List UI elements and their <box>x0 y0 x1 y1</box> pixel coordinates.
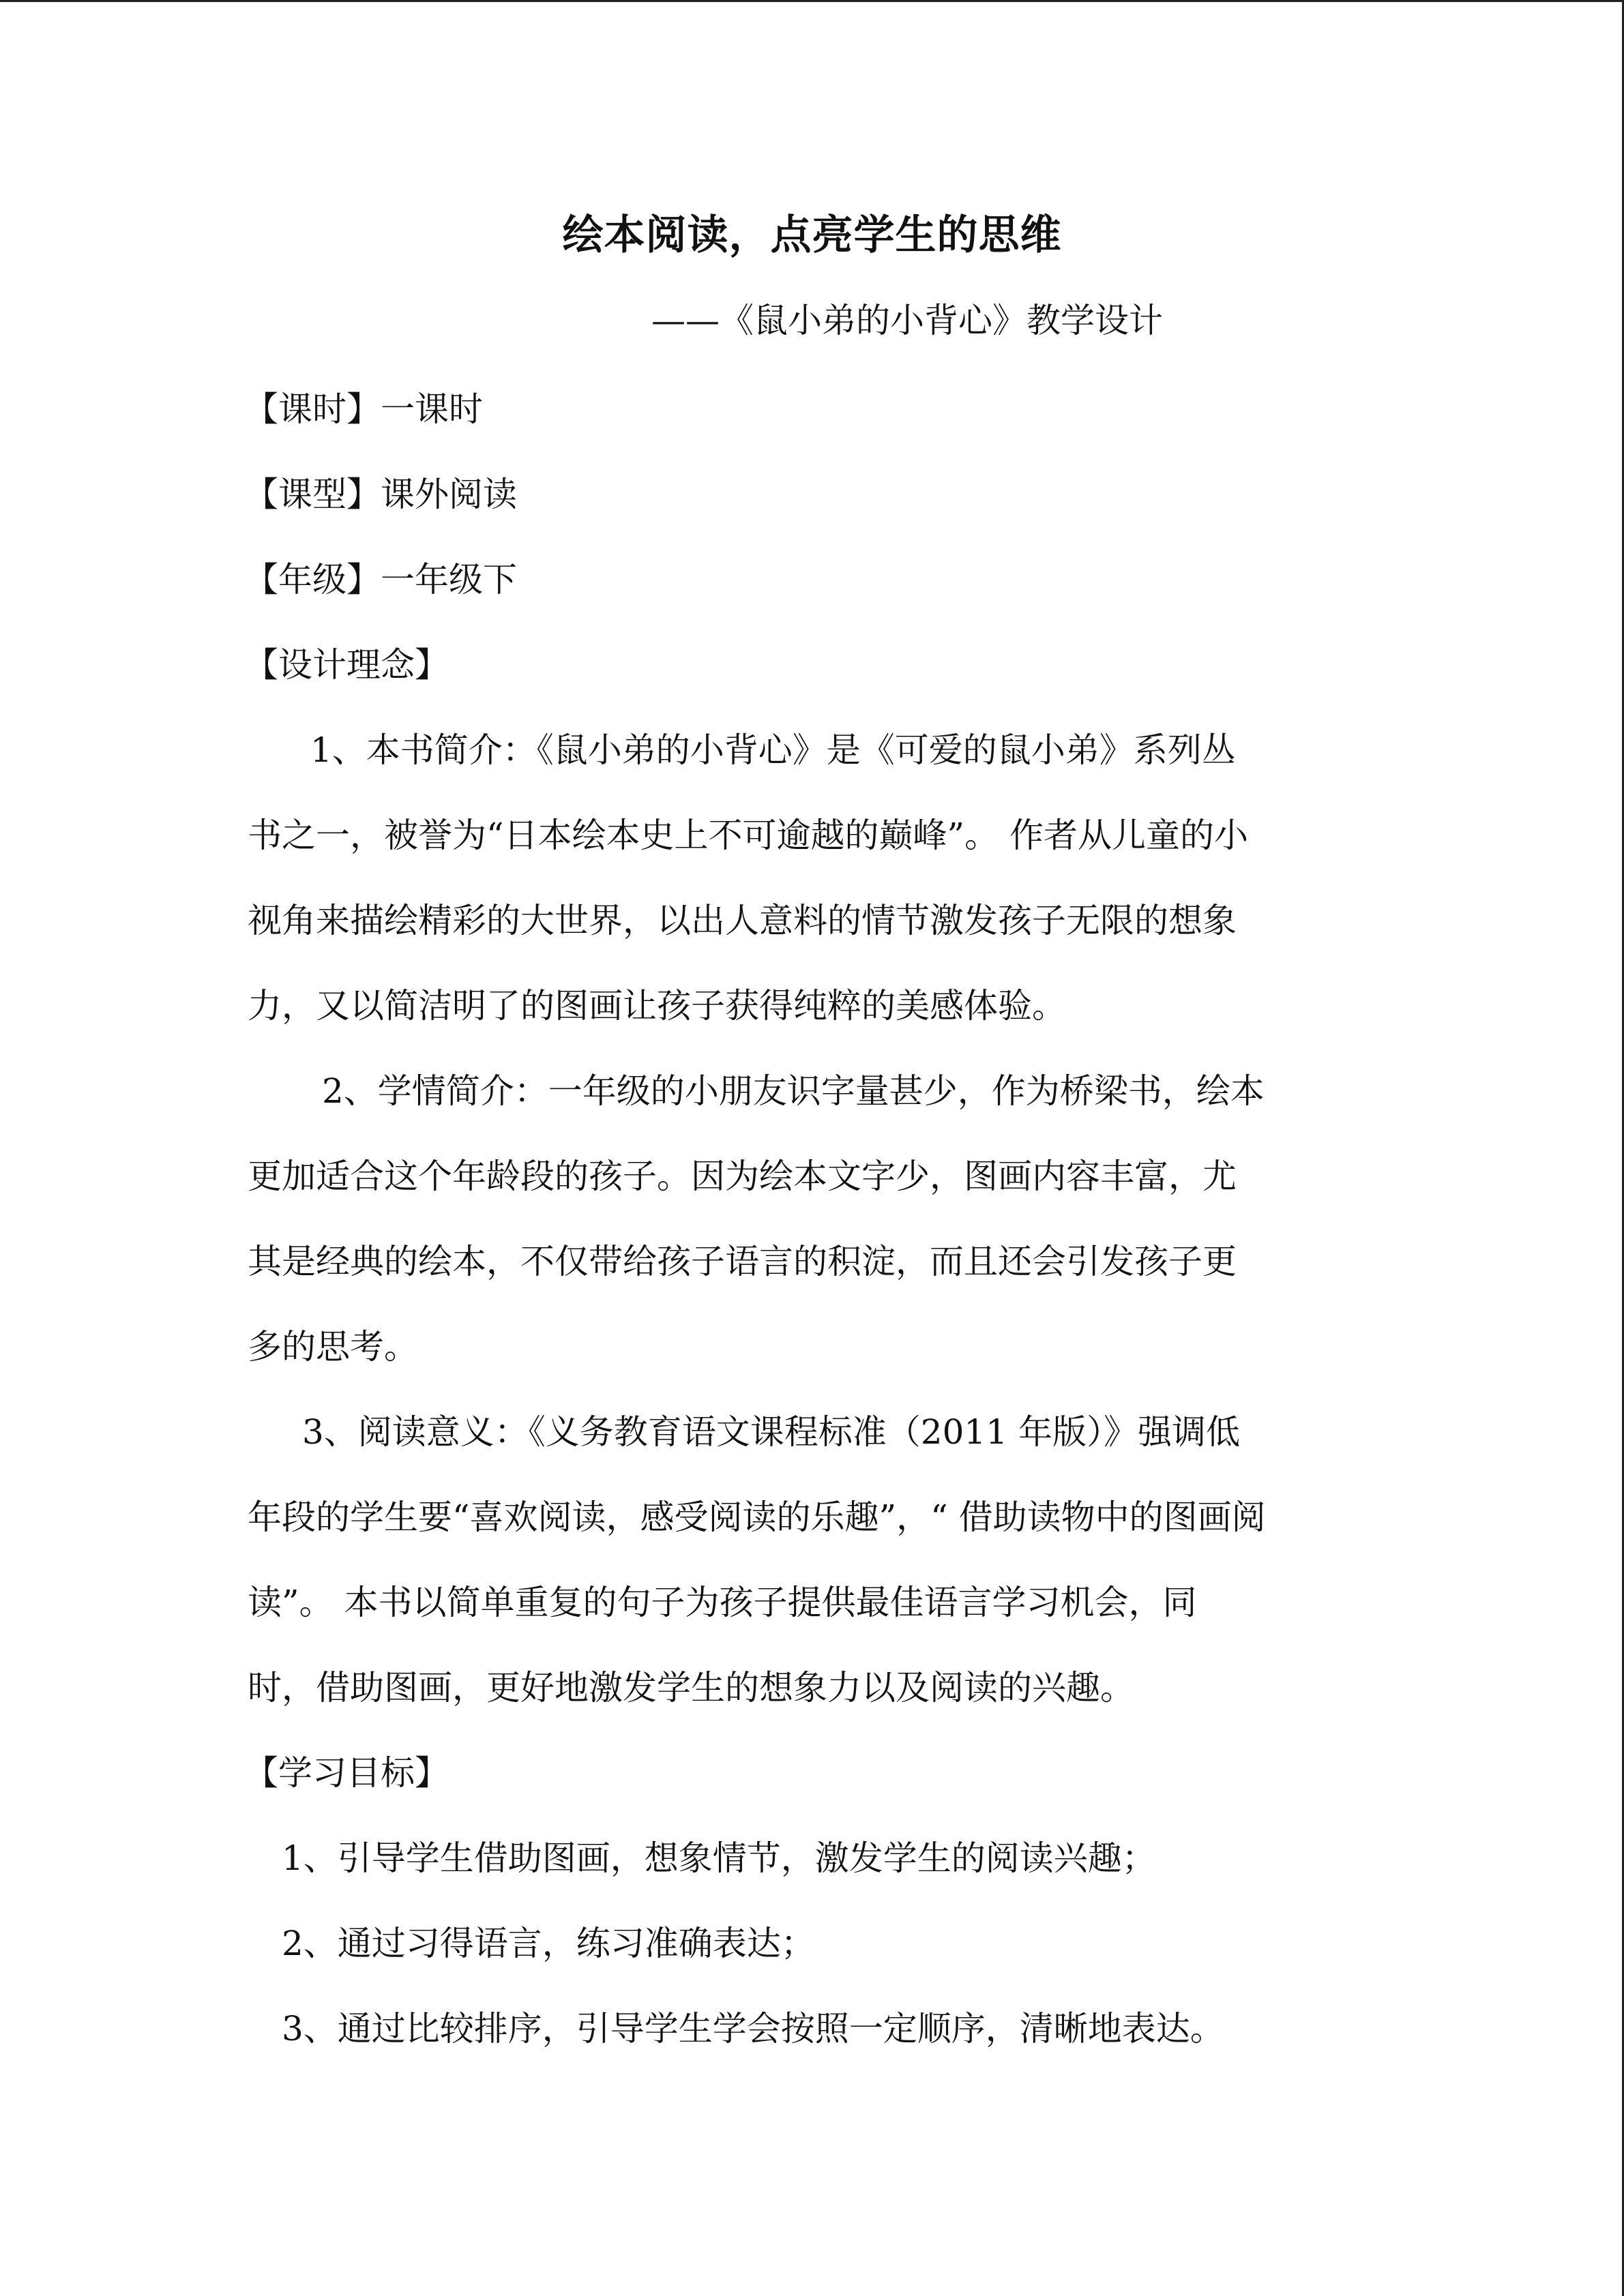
page-border-top <box>0 0 1624 2</box>
section-heading-goals: 【学习目标】 <box>244 1753 449 1793</box>
paragraph-line: 年段的学生要“喜欢阅读，感受阅读的乐趣”，“ 借助读物中的图画阅 <box>248 1497 1266 1537</box>
field-lesson-type: 【课型】课外阅读 <box>244 475 517 514</box>
paragraph-line: 2、学情简介：一年级的小朋友识字量甚少，作为桥梁书，绘本 <box>322 1071 1265 1111</box>
goal-item: 3、通过比较排序，引导学生学会按照一定顺序，清晰地表达。 <box>282 2009 1224 2048</box>
paragraph-line: 3、阅读意义：《义务教育语文课程标准（2011 年版）》强调低 <box>302 1412 1240 1452</box>
field-lesson-hours: 【课时】一课时 <box>244 389 483 429</box>
document-title: 绘本阅读，点亮学生的思维 <box>562 211 1062 259</box>
section-heading-design: 【设计理念】 <box>244 645 449 685</box>
paragraph-line: 力，又以简洁明了的图画让孩子获得纯粹的美感体验。 <box>248 986 1066 1026</box>
document-subtitle: ——《鼠小弟的小背心》教学设计 <box>651 301 1163 340</box>
paragraph-line: 更加适合这个年龄段的孩子。因为绘本文字少，图画内容丰富，尤 <box>248 1157 1237 1196</box>
paragraph-line: 其是经典的绘本，不仅带给孩子语言的积淀，而且还会引发孩子更 <box>248 1242 1237 1281</box>
goal-item: 1、引导学生借助图画，想象情节，激发学生的阅读兴趣； <box>282 1838 1156 1878</box>
paragraph-line: 多的思考。 <box>248 1327 418 1367</box>
paragraph-line: 时，借助图画，更好地激发学生的想象力以及阅读的兴趣。 <box>248 1668 1134 1708</box>
paragraph-line: 视角来描绘精彩的大世界，以出人意料的情节激发孩子无限的想象 <box>248 901 1237 940</box>
paragraph-line: 1、本书简介：《鼠小弟的小背心》是《可爱的鼠小弟》系列丛 <box>310 730 1236 770</box>
paragraph-line: 书之一，被誉为“日本绘本史上不可逾越的巅峰”。 作者从儿童的小 <box>248 816 1249 855</box>
goal-item: 2、通过习得语言，练习准确表达； <box>282 1924 815 1963</box>
paragraph-line: 读”。 本书以简单重复的句子为孩子提供最佳语言学习机会，同 <box>248 1583 1197 1622</box>
field-grade: 【年级】一年级下 <box>244 560 517 599</box>
